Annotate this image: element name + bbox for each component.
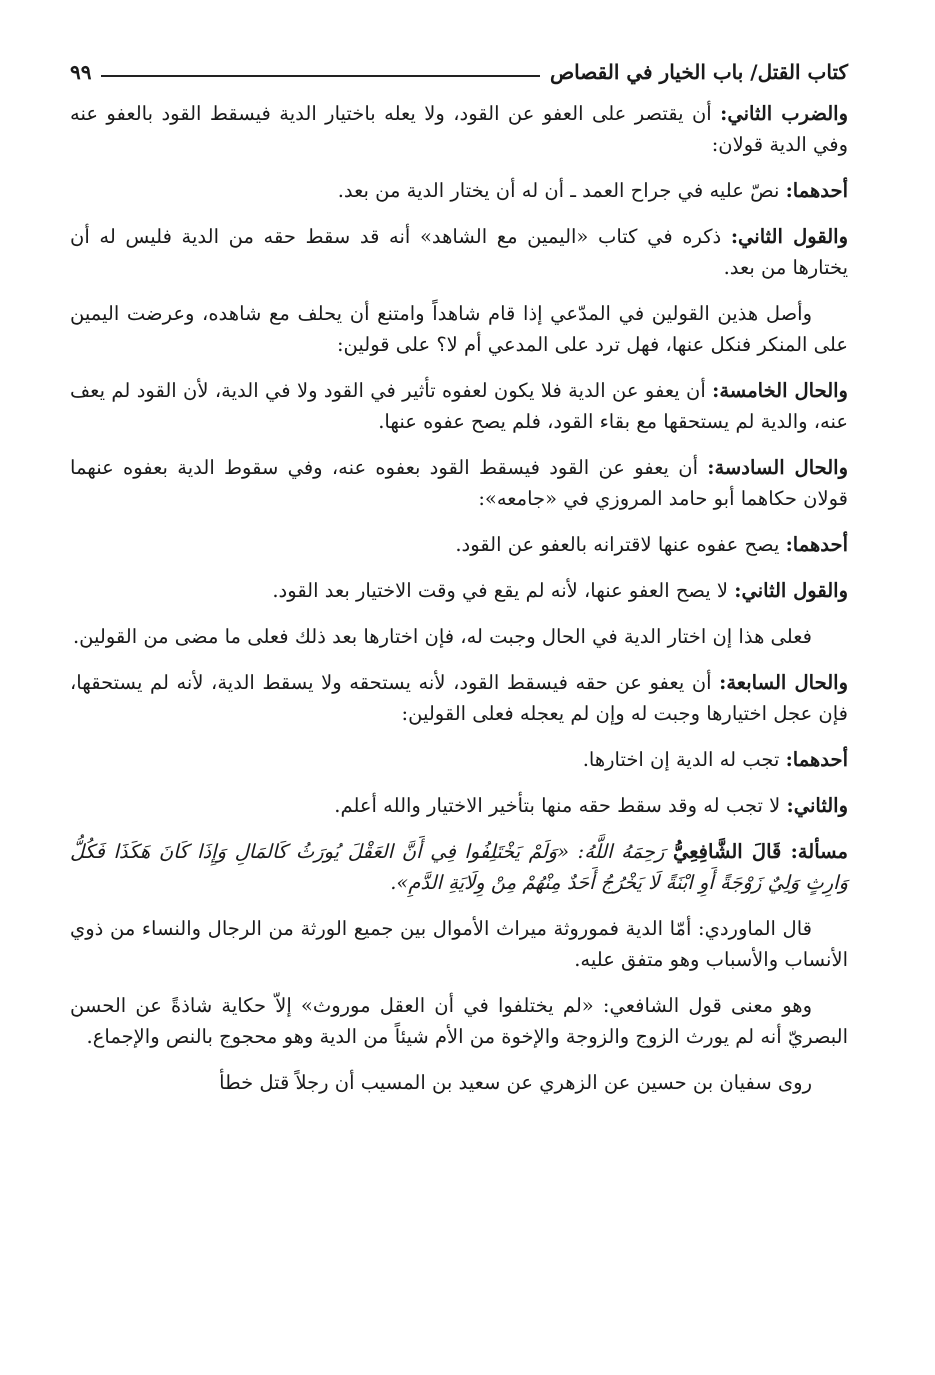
paragraph-lead: أحدهما:	[785, 533, 848, 556]
book-page	[70, 52, 848, 1352]
paragraph-lead: والقول الثاني:	[730, 225, 848, 248]
paragraph-lead: والحال السادسة:	[707, 456, 848, 479]
paragraph-10	[70, 667, 848, 729]
paragraph-3	[70, 221, 848, 283]
paragraph-text: روى سفيان بن حسين عن الزهري عن سعيد بن المسيب أن رجلاً قتل خطأ	[219, 1071, 812, 1094]
paragraph-7	[70, 529, 848, 560]
paragraph-text: قال الماوردي: أمّا الدية فموروثة ميراث الأموال بين جميع الورثة من الرجال والنساء من ذوي الأنساب والأسباب وهو متفق عليه.	[70, 917, 848, 971]
paragraph-lead: أحدهما:	[785, 748, 848, 771]
shafii-quote: رَحِمَهُ اللَّهُ: «وَلَمْ يَخْتَلِفُوا فِي أَنَّ العَقْلَ يُورَثُ كَالمَالِ وَإِذَا كَانَ هَكَذَا فَكُلُّ وَارِثٍ وَلِيٌ زَوْجَةً أَوِ ابْنَةً لَا يَخْرُجُ أَحَدٌ مِنْهُمْ مِنْ وِلَايَةِ الدَّمِ».	[70, 840, 848, 894]
paragraph-4	[70, 298, 848, 360]
paragraph-text: يصح عفوه عنها لاقترانه بالعفو عن القود.	[455, 533, 786, 556]
paragraph-13-masala	[70, 836, 848, 898]
paragraph-12	[70, 790, 848, 821]
running-header	[70, 52, 848, 92]
paragraph-5	[70, 375, 848, 437]
body-text	[70, 98, 848, 1098]
paragraph-lead: والحال الخامسة:	[712, 379, 848, 402]
page-number: ٩٩	[70, 60, 92, 84]
paragraph-11	[70, 744, 848, 775]
header-rule	[101, 75, 540, 77]
paragraph-text: لا يصح العفو عنها، لأنه لم يقع في وقت الاختيار بعد القود.	[272, 579, 735, 602]
paragraph-1	[70, 98, 848, 160]
chapter-title: كتاب القتل/ باب الخيار في القصاص	[550, 60, 848, 84]
paragraph-lead: والضرب الثاني:	[720, 102, 848, 125]
paragraph-text: فعلى هذا إن اختار الدية في الحال وجبت له، فإن اختارها بعد ذلك فعلى ما مضى من القولين.	[72, 625, 812, 648]
paragraph-text: وأصل هذين القولين في المدّعي إذا قام شاهداً وامتنع أن يحلف مع شاهده، وعرضت اليمين على المنكر فنكل عنها، فهل ترد على المدعي أم لا؟ على قولين:	[70, 302, 848, 356]
paragraph-text: لا تجب له وقد سقط حقه منها بتأخير الاختيار والله أعلم.	[334, 794, 787, 817]
paragraph-16	[70, 1067, 848, 1098]
paragraph-text: أن يعفو عن القود فيسقط القود بعفوه عنه، وفي سقوط الدية بعفوه عنهما قولان حكاهما أبو حامد المروزي في «جامعه»:	[70, 456, 848, 510]
paragraph-text: أن يعفو عن الدية فلا يكون لعفوه تأثير في القود ولا في الدية، لأن القود لم يعف عنه، والدية لم يستحقها مع بقاء القود، فلم يصح عفوه عنها.	[70, 379, 848, 433]
paragraph-text: وهو معنى قول الشافعي: «لم يختلفوا في أن العقل موروث» إلاّ حكاية شاذةً عن الحسن البصريّ أنه لم يورث الزوج والزوجة والإخوة من الأم شيئاً من الدية وهو محجوج بالنص والإجماع.	[70, 994, 848, 1048]
paragraph-2	[70, 175, 848, 206]
paragraph-text: ذكره في كتاب «اليمين مع الشاهد» أنه قد سقط حقه من الدية فليس له أن يختارها من بعد.	[70, 225, 848, 279]
paragraph-text: أن يعفو عن حقه فيسقط القود، لأنه يستحقه ولا يسقط الدية، لأنه لم يستحقها، فإن عجل اختيارها وجبت له وإن لم يعجله فعلى القولين:	[70, 671, 848, 725]
paragraph-9	[70, 621, 848, 652]
paragraph-text: نصّ عليه في جراح العمد ـ أن له أن يختار الدية من بعد.	[337, 179, 786, 202]
paragraph-15	[70, 990, 848, 1052]
paragraph-lead: أحدهما:	[785, 179, 848, 202]
paragraph-lead: والثاني:	[786, 794, 848, 817]
paragraph-lead: والقول الثاني:	[734, 579, 848, 602]
paragraph-8	[70, 575, 848, 606]
paragraph-14	[70, 913, 848, 975]
paragraph-text: تجب له الدية إن اختارها.	[582, 748, 786, 771]
masala-lead: مسألة: قَالَ الشَّافِعِيُّ	[673, 840, 848, 863]
paragraph-lead: والحال السابعة:	[719, 671, 848, 694]
paragraph-text: أن يقتصر على العفو عن القود، ولا يعله باختيار الدية فيسقط القود بالعفو عنه وفي الدية قولان:	[70, 102, 848, 156]
paragraph-6	[70, 452, 848, 514]
